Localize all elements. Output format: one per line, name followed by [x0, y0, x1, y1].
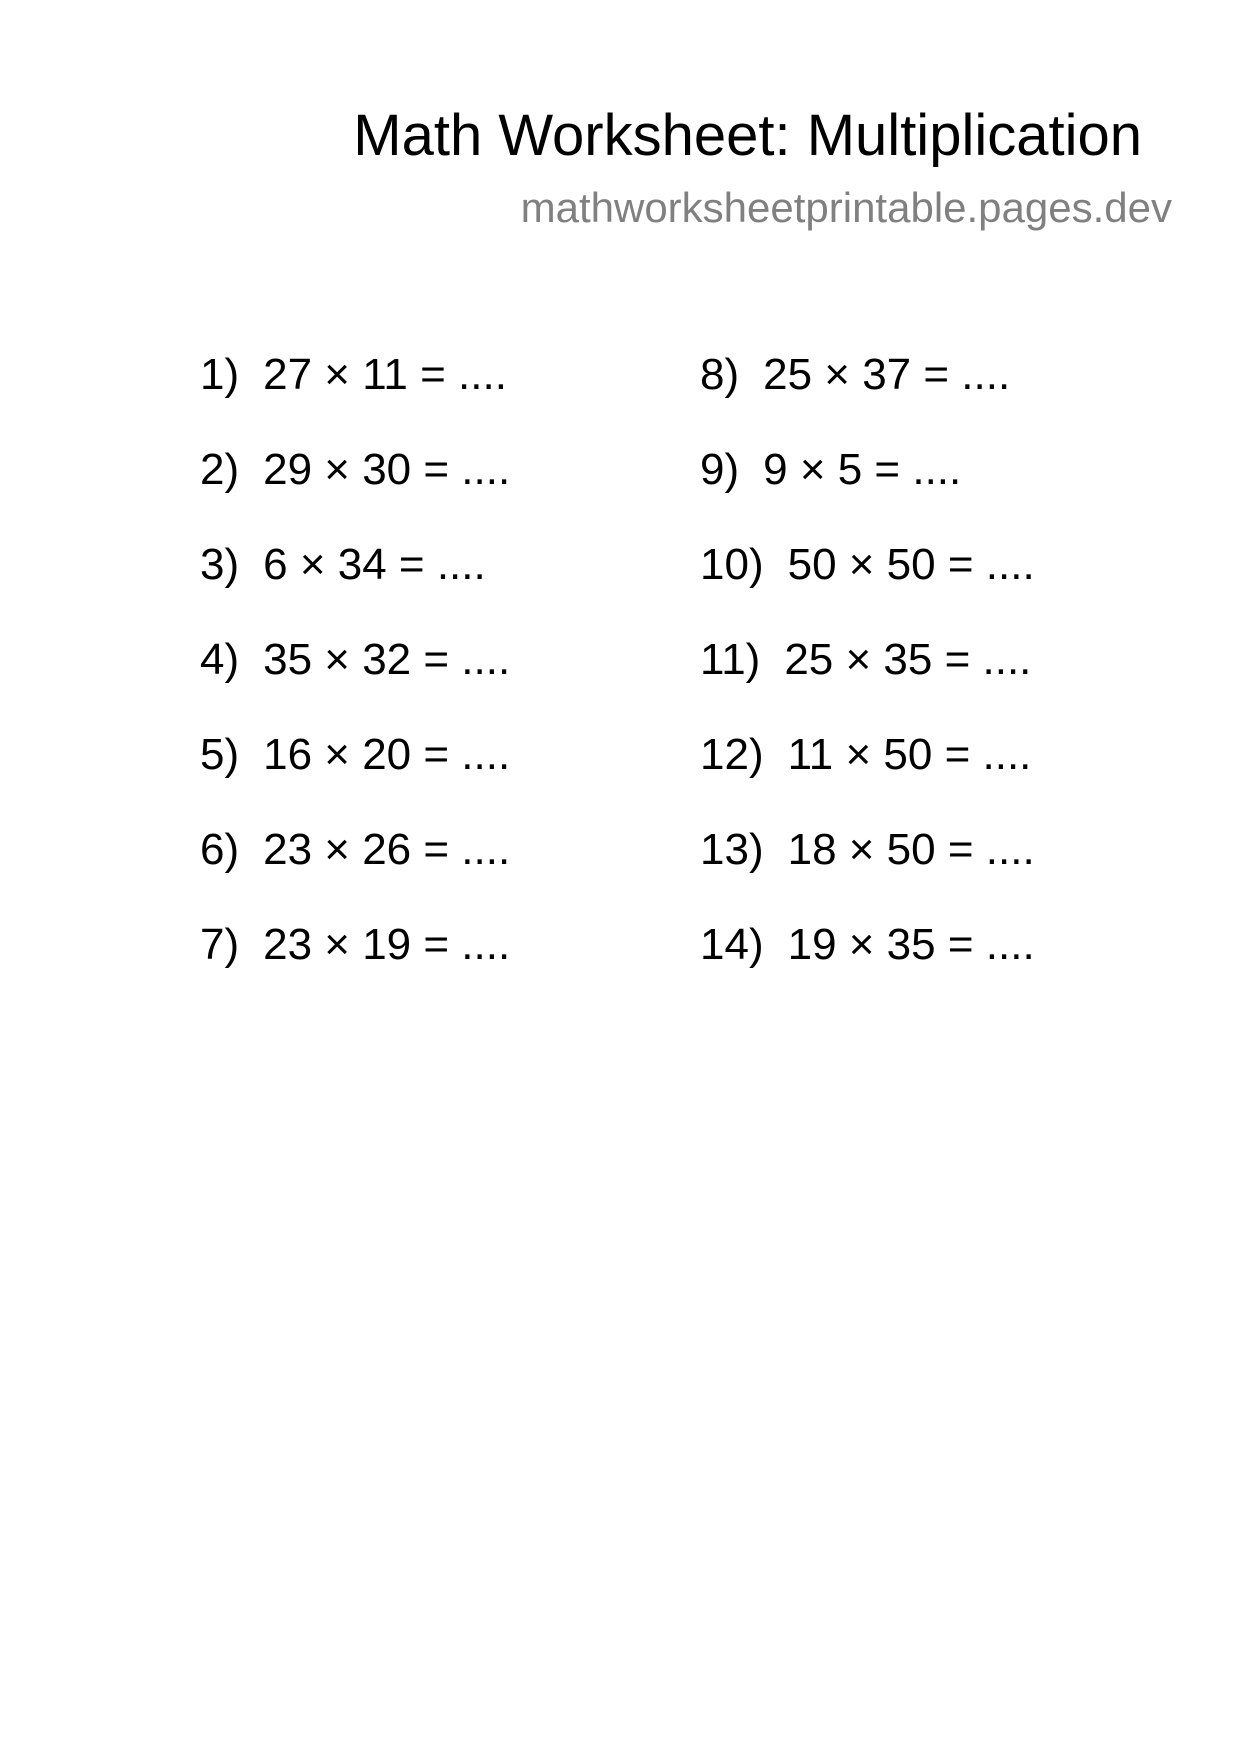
problem-expression: 18 × 50 = .... — [787, 825, 1035, 874]
problem-expression: 25 × 35 = .... — [784, 635, 1032, 684]
problem-number: 8) — [700, 350, 740, 399]
problem-number: 4) — [200, 635, 240, 684]
problem-expression: 23 × 19 = .... — [263, 920, 511, 969]
problem-expression: 35 × 32 = .... — [263, 635, 511, 684]
problem-item — [200, 823, 510, 918]
problem-number: 7) — [200, 920, 240, 969]
problem-expression: 27 × 11 = .... — [263, 350, 507, 399]
problem-item — [700, 728, 1035, 823]
problem-number: 13) — [700, 825, 764, 874]
problem-number: 9) — [700, 445, 740, 494]
problem-expression: 50 × 50 = .... — [787, 540, 1035, 589]
problem-item — [700, 633, 1035, 728]
problem-item — [200, 348, 510, 443]
problem-number: 2) — [200, 445, 240, 494]
problem-item — [200, 443, 510, 538]
problem-number: 12) — [700, 730, 764, 779]
problem-number: 11) — [700, 635, 761, 684]
problem-number: 6) — [200, 825, 240, 874]
problem-expression: 9 × 5 = .... — [763, 445, 962, 494]
problem-item — [700, 823, 1035, 918]
problem-number: 3) — [200, 540, 240, 589]
problem-expression: 16 × 20 = .... — [263, 730, 511, 779]
problem-item — [200, 918, 510, 1013]
site-url: mathworksheetprintable.pages.dev — [520, 184, 1172, 231]
problem-expression: 29 × 30 = .... — [263, 445, 511, 494]
problem-expression: 23 × 26 = .... — [263, 825, 511, 874]
problem-expression: 6 × 34 = .... — [263, 540, 486, 589]
problem-number: 10) — [700, 540, 764, 589]
problem-expression: 25 × 37 = .... — [763, 350, 1011, 399]
problem-item — [700, 918, 1035, 1013]
problem-item — [700, 348, 1035, 443]
problem-column-right — [700, 348, 1035, 1013]
problem-item — [200, 633, 510, 728]
problem-expression: 19 × 35 = .... — [787, 920, 1035, 969]
problem-item — [700, 443, 1035, 538]
page-title: Math Worksheet: Multiplication — [353, 103, 1142, 168]
problem-number: 14) — [700, 920, 764, 969]
problem-item — [700, 538, 1035, 633]
problem-item — [200, 538, 510, 633]
problem-number: 5) — [200, 730, 240, 779]
problem-number: 1) — [200, 350, 240, 399]
problem-expression: 11 × 50 = .... — [787, 730, 1032, 779]
problem-column-left — [200, 348, 510, 1013]
problem-item — [200, 728, 510, 823]
